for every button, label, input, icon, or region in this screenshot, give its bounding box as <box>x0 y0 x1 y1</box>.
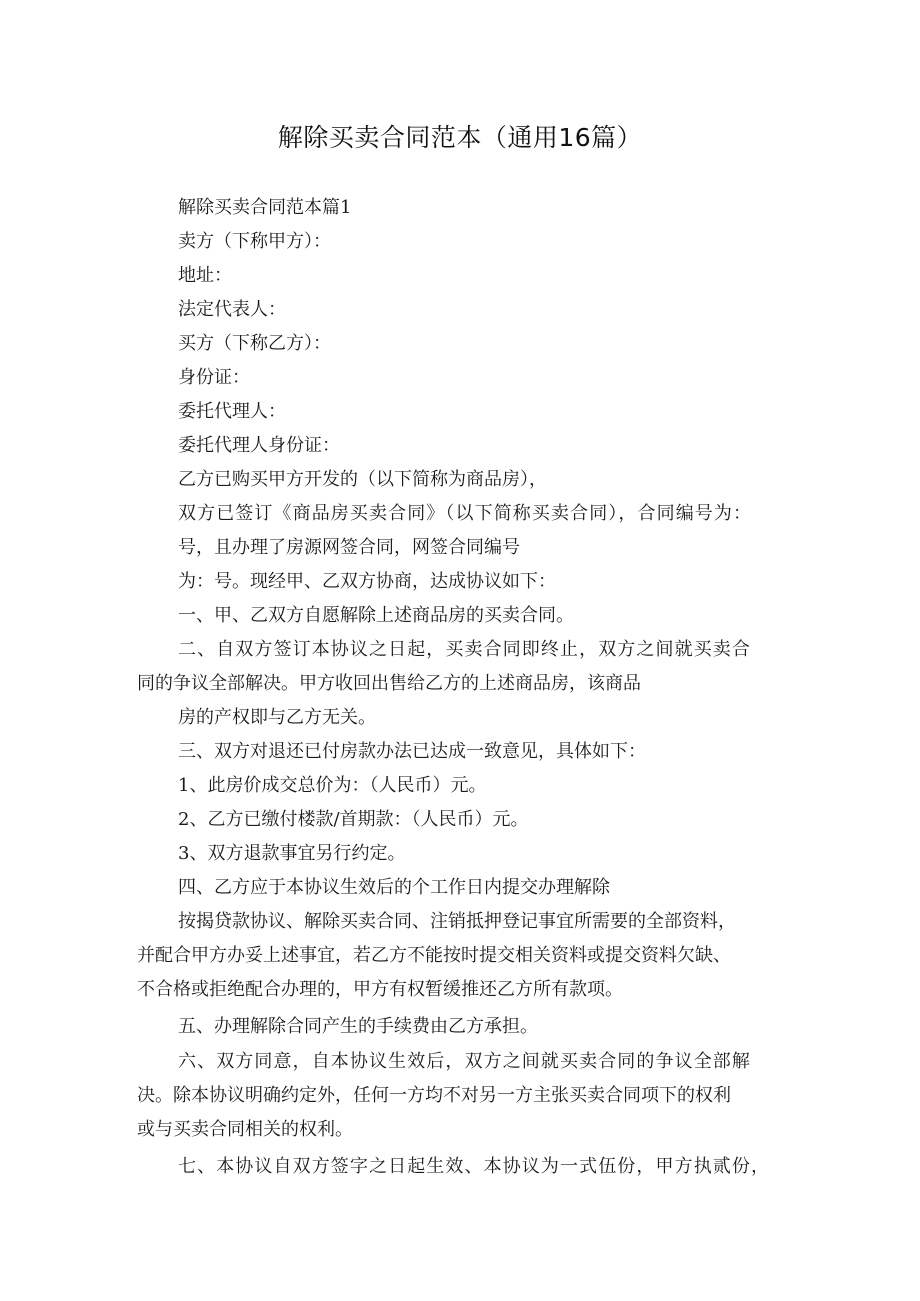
clause-3-item-3: 3、双方退款事宜另行约定。 <box>178 843 406 864</box>
clause-3-item-1: 1、此房价成交总价为：（人民币）元。 <box>178 775 487 796</box>
clause-2-cont: 房的产权即与乙方无关。 <box>178 707 376 728</box>
clause-4-cont: 并配合甲方办妥上述事宜，若乙方不能按时提交相关资料或提交资料欠缺、 <box>137 945 731 966</box>
paragraph-line: 乙方已购买甲方开发的（以下简称为商品房）， <box>178 469 547 490</box>
agent-line: 委托代理人： <box>178 401 286 422</box>
agent-id-line: 委托代理人身份证： <box>178 435 340 456</box>
clause-6-cont: 或与买卖合同相关的权利。 <box>137 1119 353 1140</box>
clause-5: 五、办理解除合同产生的手续费由乙方承担。 <box>178 1016 538 1037</box>
paragraph-line: 为：号。现经甲、乙双方协商，达成协议如下： <box>178 571 556 592</box>
clause-1: 一、甲、乙双方自愿解除上述商品房的买卖合同。 <box>178 605 574 626</box>
paragraph-line: 双方已签订《商品房买卖合同》（以下简称买卖合同），合同编号为： <box>178 503 753 524</box>
address-line: 地址： <box>178 265 232 286</box>
clause-7: 七、本协议自双方签字之日起生效、本协议为一式伍份，甲方执贰份， <box>178 1156 771 1177</box>
clause-4-cont: 按揭贷款协议、解除买卖合同、注销抵押登记事宜所需要的全部资料， <box>178 911 736 932</box>
seller-line: 卖方（下称甲方）： <box>178 231 331 252</box>
legal-representative-line: 法定代表人： <box>178 299 286 320</box>
section-heading: 解除买卖合同范本篇1 <box>178 197 352 218</box>
clause-3: 三、双方对退还已付房款办法已达成一致意见，具体如下： <box>178 741 646 762</box>
clause-4: 四、乙方应于本协议生效后的个工作日内提交办理解除 <box>178 877 610 898</box>
paragraph-line: 号，且办理了房源网签合同，网签合同编号 <box>178 537 520 558</box>
document-title: 解除买卖合同范本（通用16篇） <box>277 123 643 152</box>
clause-2: 二、自双方签订本协议之日起，买卖合同即终止，双方之间就买卖合 <box>178 639 751 660</box>
clause-2-cont: 同的争议全部解决。甲方收回出售给乙方的上述商品房，该商品 <box>137 673 641 694</box>
clause-3-item-2: 2、乙方已缴付楼款/首期款：（人民币）元。 <box>178 809 529 830</box>
clause-6-cont: 决。除本协议明确约定外，任何一方均不对另一方主张买卖合同项下的权利 <box>137 1085 731 1106</box>
id-card-line: 身份证： <box>178 367 250 388</box>
buyer-line: 买方（下称乙方）： <box>178 333 331 354</box>
clause-6: 六、双方同意，自本协议生效后，双方之间就买卖合同的争议全部解 <box>178 1051 751 1072</box>
clause-4-cont: 不合格或拒绝配合办理的，甲方有权暂缓推还乙方所有款项。 <box>137 979 623 1000</box>
